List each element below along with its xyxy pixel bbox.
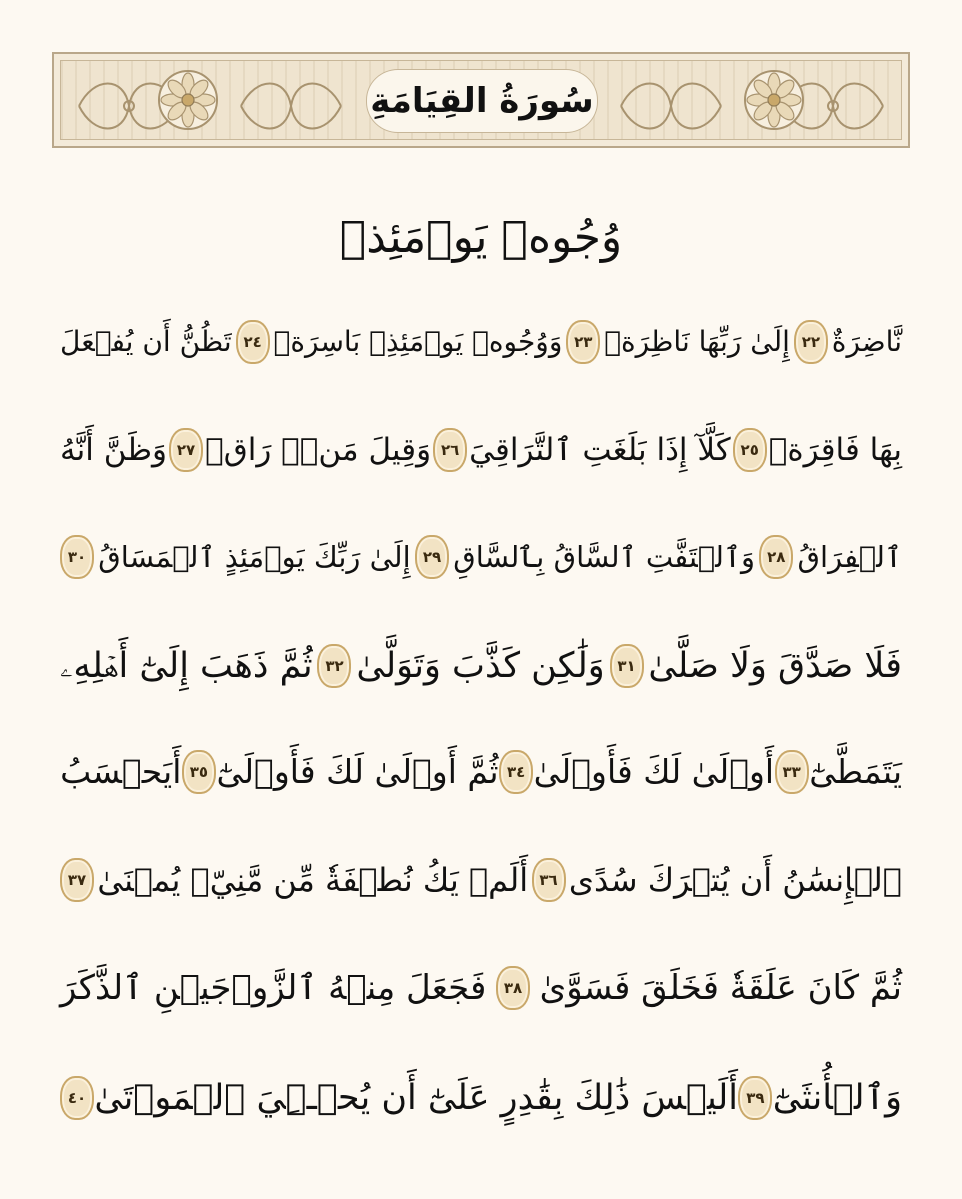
verse-text: ثُمَّ كَانَ عَلَقَةٗ فَخَلَقَ فَسَوَّىٰ	[539, 968, 902, 1008]
ayah-number-marker: ٢٩	[415, 535, 449, 579]
rosette-medallion-icon	[157, 69, 219, 131]
surah-title: سُورَةُ القِيَامَةِ	[370, 81, 594, 121]
verse-text: فَلَا صَدَّقَ وَلَا صَلَّىٰ	[648, 646, 902, 686]
ayah-number-marker: ٢٤	[236, 320, 270, 364]
verse-line	[60, 742, 902, 802]
verse-text: وَٱلۡتَفَّتِ ٱلسَّاقُ بِٱلسَّاقِ	[453, 540, 755, 574]
ayah-number-marker: ٣٥	[182, 750, 216, 794]
verse-text: وُجُوهٞ يَوۡمَئِذٖ	[339, 212, 623, 263]
rosette-medallion-icon	[743, 69, 805, 131]
verse-text: فَجَعَلَ مِنۡهُ ٱلزَّوۡجَيۡنِ ٱلذَّكَرَ	[60, 968, 487, 1008]
ayah-number-marker: ٣٦	[532, 858, 566, 902]
verse-text: بِهَا فَاقِرَةٞ	[768, 432, 902, 468]
ayah-number-marker: ٣٢	[317, 644, 351, 688]
verse-text: وَلَٰكِن كَذَّبَ وَتَوَلَّىٰ	[356, 646, 605, 686]
ayah-number-marker: ٢٣	[566, 320, 600, 364]
arabesque-ornament-icon	[611, 71, 731, 141]
arabesque-ornament-icon	[231, 71, 351, 141]
ayah-number-marker: ٣٧	[60, 858, 94, 902]
verse-text: وَٱلۡأُنثَىٰٓ	[772, 1078, 902, 1118]
ayah-number-marker: ٣٨	[496, 966, 530, 1010]
verse-line	[60, 312, 902, 372]
verse-text: أَلَيۡسَ ذَٰلِكَ بِقَٰدِرٍ عَلَىٰٓ أَن يُحۡـِۧيَ ٱلۡمَوۡتَىٰ	[94, 1078, 738, 1118]
verse-line	[60, 636, 902, 696]
ayah-number-marker: ٣١	[610, 644, 644, 688]
verse-text: ثُمَّ ذَهَبَ إِلَىٰٓ أَهۡلِهِۦ	[60, 646, 313, 686]
verse-text: أَلَمۡ يَكُ نُطۡفَةٗ مِّن مَّنِيّٖ يُمۡنَىٰ	[97, 861, 529, 899]
ayah-number-marker: ٤٠	[60, 1076, 94, 1120]
verse-text: يَتَمَطَّىٰٓ	[809, 752, 902, 791]
ayah-number-marker: ٣٩	[738, 1076, 772, 1120]
surah-title-cartouche	[366, 69, 598, 133]
verse-text: وَوُجُوهٞ يَوۡمَئِذِۭ بَاسِرَةٞ	[273, 325, 563, 358]
verse-text: وَظَنَّ أَنَّهُ	[60, 432, 167, 468]
surah-header-frame	[52, 52, 910, 148]
verse-line	[60, 208, 902, 268]
verse-text: إِلَىٰ رَبِّكَ يَوۡمَئِذٍ ٱلۡمَسَاقُ	[98, 540, 411, 574]
verse-text: ٱلۡإِنسَٰنُ أَن يُتۡرَكَ سُدًى	[568, 861, 902, 899]
surah-header-ornament-band	[60, 60, 902, 140]
verse-line	[60, 850, 902, 910]
ayah-number-marker: ٢٢	[794, 320, 828, 364]
ayah-number-marker: ٢٥	[733, 428, 767, 472]
verse-text: تَظُنُّ أَن يُفۡعَلَ	[60, 325, 232, 358]
verse-text: إِلَىٰ رَبِّهَا نَاظِرَةٞ	[604, 325, 790, 358]
verse-line	[60, 958, 902, 1018]
verse-text: كَلَّآ إِذَا بَلَغَتِ ٱلتَّرَاقِيَ	[469, 432, 731, 468]
verse-text: أَيَحۡسَبُ	[60, 752, 182, 791]
verse-line	[60, 527, 902, 587]
ayah-number-marker: ٣٠	[60, 535, 94, 579]
verse-text: ثُمَّ أَوۡلَىٰ لَكَ فَأَوۡلَىٰٓ	[216, 752, 499, 791]
ayah-number-marker: ٣٤	[499, 750, 533, 794]
verse-line	[60, 1068, 902, 1128]
verse-line	[60, 420, 902, 480]
verse-text: نَّاضِرَةٌ	[831, 325, 902, 358]
verse-text: ٱلۡفِرَاقُ	[797, 540, 902, 574]
verse-text: وَقِيلَ مَنۡۜ رَاقٖ	[205, 432, 432, 468]
verse-text: أَوۡلَىٰ لَكَ فَأَوۡلَىٰ	[533, 752, 775, 791]
ayah-number-marker: ٢٨	[759, 535, 793, 579]
ayah-number-marker: ٢٧	[169, 428, 203, 472]
ayah-number-marker: ٣٣	[775, 750, 809, 794]
ayah-number-marker: ٢٦	[433, 428, 467, 472]
